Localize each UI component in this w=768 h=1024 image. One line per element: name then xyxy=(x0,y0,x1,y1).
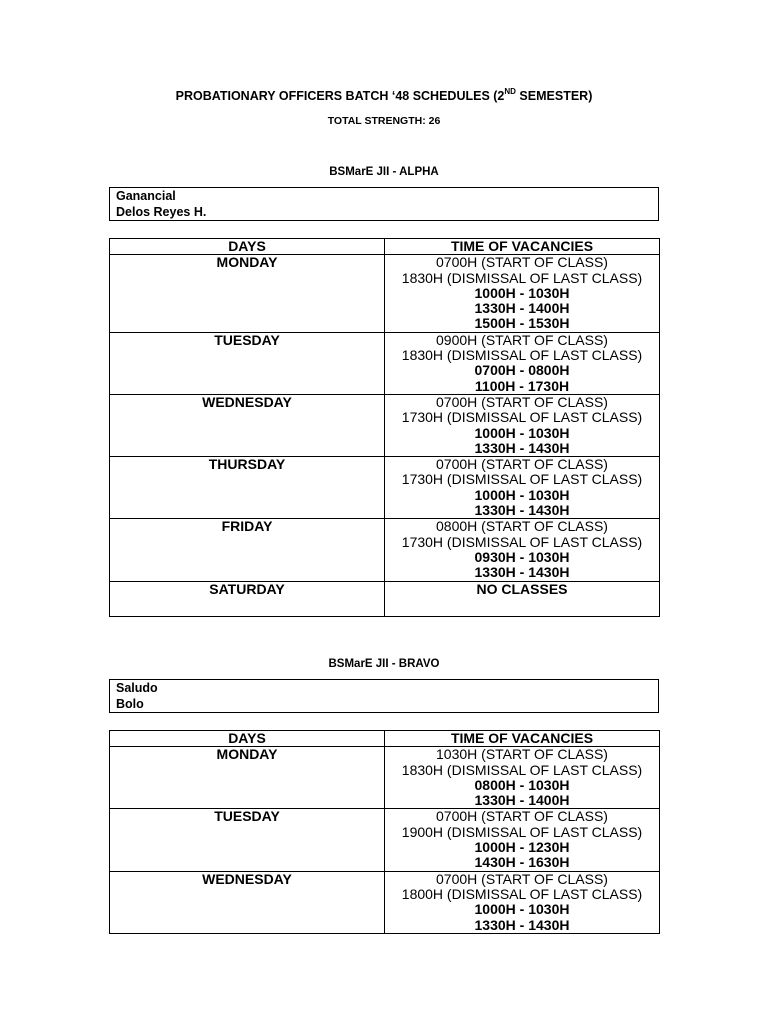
vacancy-slot: 1000H - 1030H xyxy=(474,284,570,301)
vacancy-slot: 0800H - 1030H xyxy=(474,776,570,793)
dismissal-of-last-class: 1900H (DISMISSAL OF LAST CLASS) xyxy=(401,823,643,840)
table-row xyxy=(110,332,660,394)
time-cell xyxy=(385,581,660,616)
header-time-of-vacancies: TIME OF VACANCIES xyxy=(385,731,660,747)
vacancy-slot: 0930H - 1030H xyxy=(474,548,570,565)
total-strength: TOTAL STRENGTH: 26 xyxy=(327,115,441,127)
table-header-row xyxy=(110,239,660,255)
time-cell xyxy=(385,255,660,332)
vacancy-slot: 1500H - 1530H xyxy=(474,315,570,332)
table-row xyxy=(110,519,660,581)
time-cell xyxy=(385,394,660,456)
schedule-table xyxy=(109,238,660,617)
vacancy-slot: 1430H - 1630H xyxy=(474,854,570,871)
day-cell xyxy=(110,809,385,871)
title-text: PROBATIONARY OFFICERS BATCH ‘48 SCHEDULES (2 xyxy=(175,89,505,103)
start-of-class: 0700H (START OF CLASS) xyxy=(436,254,608,271)
table-row xyxy=(110,457,660,519)
start-of-class: 0700H (START OF CLASS) xyxy=(436,808,608,825)
schedule-table xyxy=(109,730,660,934)
day-cell xyxy=(110,332,385,394)
day-label: WEDNESDAY xyxy=(202,870,292,887)
section-heading: BSMarE JII - BRAVO xyxy=(328,658,440,670)
vacancy-slot: 1000H - 1230H xyxy=(474,839,570,856)
section-heading: BSMarE JII - ALPHA xyxy=(329,166,439,178)
section-bravo xyxy=(109,656,659,934)
day-cell xyxy=(110,871,385,933)
table-row xyxy=(110,809,660,871)
start-of-class: 0800H (START OF CLASS) xyxy=(436,518,608,535)
member-name: Delos Reyes H. xyxy=(116,205,207,219)
table-row xyxy=(110,747,660,809)
vacancy-slot: 1000H - 1030H xyxy=(474,486,570,503)
vacancy-slot: 1330H - 1430H xyxy=(474,502,570,519)
day-label: THURSDAY xyxy=(208,456,286,473)
vacancy-slot: 1330H - 1400H xyxy=(474,792,570,809)
document-title xyxy=(0,88,768,104)
vacancy-slot: 0700H - 0800H xyxy=(474,362,570,379)
header-days: DAYS xyxy=(110,239,385,255)
table-row xyxy=(110,255,660,332)
title-text-end: SEMESTER) xyxy=(515,89,593,103)
start-of-class: 0700H (START OF CLASS) xyxy=(436,393,608,410)
dismissal-of-last-class: 1800H (DISMISSAL OF LAST CLASS) xyxy=(401,885,643,902)
dismissal-of-last-class: 1730H (DISMISSAL OF LAST CLASS) xyxy=(401,471,643,488)
table-body xyxy=(110,747,660,934)
start-of-class: 0700H (START OF CLASS) xyxy=(436,456,608,473)
day-label: MONDAY xyxy=(216,746,278,763)
table-row xyxy=(110,394,660,456)
start-of-class: 0900H (START OF CLASS) xyxy=(436,331,608,348)
time-cell xyxy=(385,871,660,933)
day-label: FRIDAY xyxy=(221,518,273,535)
day-label: TUESDAY xyxy=(214,331,280,348)
vacancy-slot: 1330H - 1430H xyxy=(474,916,570,933)
members-box xyxy=(109,187,659,221)
vacancy-slot: 1000H - 1030H xyxy=(474,424,570,441)
dismissal-of-last-class: 1830H (DISMISSAL OF LAST CLASS) xyxy=(401,269,643,286)
day-cell xyxy=(110,581,385,616)
member-name: Ganancial xyxy=(116,189,176,203)
day-label: MONDAY xyxy=(216,254,278,271)
header-time-of-vacancies: TIME OF VACANCIES xyxy=(385,239,660,255)
table-row xyxy=(110,871,660,933)
table-header-row xyxy=(110,731,660,747)
day-cell xyxy=(110,519,385,581)
vacancy-slot: 1100H - 1730H xyxy=(474,377,570,394)
section-alpha xyxy=(109,164,659,617)
header-days: DAYS xyxy=(110,731,385,747)
dismissal-of-last-class: 1730H (DISMISSAL OF LAST CLASS) xyxy=(401,409,643,426)
time-cell xyxy=(385,747,660,809)
day-cell xyxy=(110,457,385,519)
start-of-class: 0700H (START OF CLASS) xyxy=(436,870,608,887)
day-cell xyxy=(110,394,385,456)
dismissal-of-last-class: 1830H (DISMISSAL OF LAST CLASS) xyxy=(401,347,643,364)
member-name: Saludo xyxy=(116,681,158,695)
no-classes-note: NO CLASSES xyxy=(476,580,568,597)
time-cell xyxy=(385,457,660,519)
time-cell xyxy=(385,332,660,394)
table-row xyxy=(110,581,660,616)
day-cell xyxy=(110,747,385,809)
vacancy-slot: 1000H - 1030H xyxy=(474,901,570,918)
members-box xyxy=(109,679,659,713)
day-cell xyxy=(110,255,385,332)
dismissal-of-last-class: 1830H (DISMISSAL OF LAST CLASS) xyxy=(401,761,643,778)
dismissal-of-last-class: 1730H (DISMISSAL OF LAST CLASS) xyxy=(401,533,643,550)
time-cell xyxy=(385,519,660,581)
vacancy-slot: 1330H - 1400H xyxy=(474,300,570,317)
start-of-class: 1030H (START OF CLASS) xyxy=(436,746,608,763)
time-cell xyxy=(385,809,660,871)
day-label: TUESDAY xyxy=(214,808,280,825)
table-body xyxy=(110,255,660,616)
day-label: WEDNESDAY xyxy=(202,393,292,410)
title-superscript: ND xyxy=(504,87,516,96)
member-name: Bolo xyxy=(116,697,144,711)
vacancy-slot: 1330H - 1430H xyxy=(474,564,570,581)
vacancy-slot: 1330H - 1430H xyxy=(474,439,570,456)
day-label: SATURDAY xyxy=(209,580,285,597)
